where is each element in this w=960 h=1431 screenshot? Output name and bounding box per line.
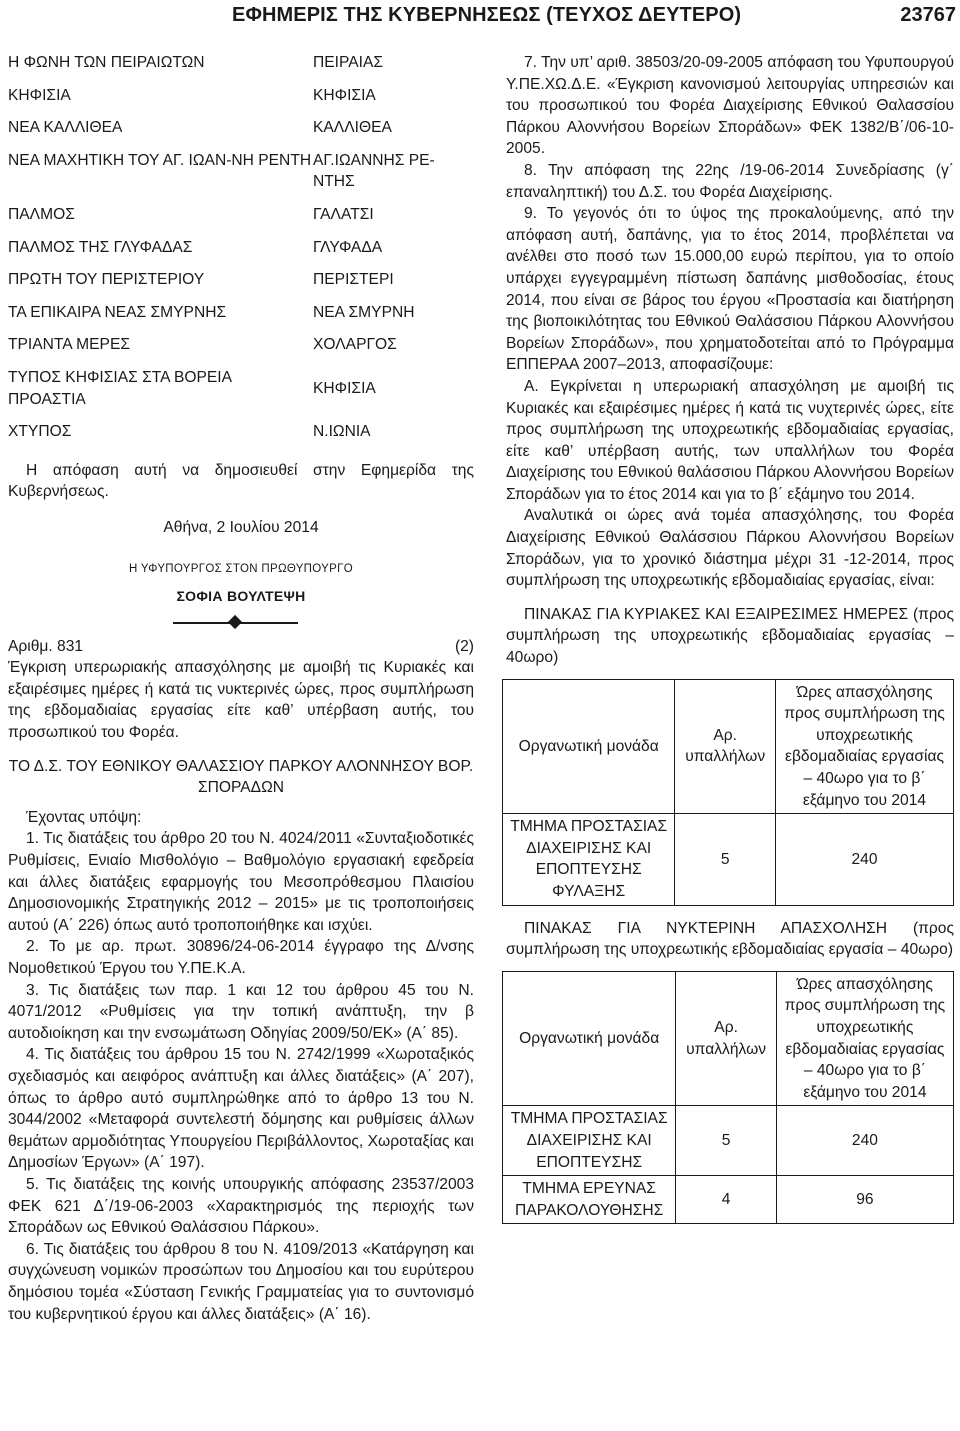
table-row: ΝΕΑ ΚΑΛΛΙΘΕΑ ΚΑΛΛΙΘΕΑ	[8, 119, 392, 137]
column-header: Ώρες απασχόλησης προς συμπλήρωση της υποχρεωτικής εβδομαδιαίας εργασίας – 40ωρο για το β΄ εξάμηνο του 2014	[776, 971, 953, 1106]
list-item: 7. Την υπ’ αριθ. 38503/20-09-2005 απόφαση του Υφυπουργού Υ.ΠΕ.ΧΩ.Δ.Ε. «Έγκριση κανονισμού λειτουργίας υπηρεσιών και του προσωπικού του Φορέα Διαχείρισης Εθνικού Θαλασσίου Πάρκου Αλοννήσου Βορείων Σποράδων» ΦΕΚ 1382/Β΄/06-10-2005.	[506, 54, 954, 158]
table-header-row	[503, 971, 954, 1106]
column-header: Αρ. υπαλλήλων	[675, 679, 776, 814]
table-row: ΤΑ ΕΠΙΚΑΙΡΑ ΝΕΑΣ ΣΜΥΡΝΗΣ ΝΕΑ ΣΜΥΡΝΗ	[8, 303, 415, 321]
table-row: Η ΦΩΝΗ ΤΩΝ ΠΕΙΡΑΙΩΤΩΝ ΠΕΙΡΑΙΑΣ	[8, 54, 384, 71]
decision-number: Αριθμ. 831	[8, 637, 84, 655]
table-header-row	[503, 679, 954, 814]
place-date: Αθήνα, 2 Ιουλίου 2014	[163, 518, 319, 536]
list-item: 4. Τις διατάξεις του άρθρου 15 του Ν. 2742/1999 «Χωροταξικός σχεδιασμός και αειφόρος ανάπτυξη και άλλες διατάξεις» (Α΄ 207), όπως το άρθρο αυτό συμπληρώθηκε από το άρθρο 13 του Ν. 3044/2002 «Μεταφορά συντελεστή δόμησης και ρυθμίσεις άλλων θεμάτων αρμοδιότητας Υπουργείου Περιβάλλοντος, Χωροταξίας και Δημοσίων Έργων» (Α΄ 197).	[8, 1046, 474, 1172]
decision-number-line	[8, 636, 474, 658]
table-row: ΝΕΑ ΜΑΧΗΤΙΚΗ ΤΟΥ ΑΓ. ΙΩΑΝ-ΝΗ ΡΕΝΤΗ ΑΓ.ΙΩΑΝΝΗΣ ΡΕ-ΝΤΗΣ	[8, 151, 435, 191]
section-divider	[8, 614, 474, 632]
table-row: ΤΥΠΟΣ ΚΗΦΙΣΙΑΣ ΣΤΑ ΒΟΡΕΙΑ ΠΡΟΑΣΤΙΑ ΚΗΦΙΣΙΑ	[8, 368, 376, 408]
list-item: 2. Το με αρ. πρωτ. 30896/24-06-2014 έγγραφο της Δ/νσης Νομοθετικού Έργου του Υ.ΠΕ.Κ.Α.	[8, 938, 474, 977]
list-item: 8. Την απόφαση της 22ης /19-06-2014 Συνεδρίασης (γ΄ επαναληπτική) του Δ.Σ. του Φορέα Διαχείρισης.	[506, 161, 954, 201]
decision-ref: (2)	[454, 637, 474, 655]
table-row: ΤΜΗΜΑ ΕΡΕΥΝΑΣ ΠΑΡΑΚΟΛΟΥΘΗΣΗΣ 4 96	[503, 1176, 954, 1224]
sunday-holiday-table	[502, 679, 954, 906]
column-header: Ώρες απασχόλησης προς συμπλήρωση της υποχρεωτικής εβδομαδιαίας εργασίας – 40ωρο για το β΄ εξάμηνο του 2014	[776, 679, 954, 814]
table1-title: ΠΙΝΑΚΑΣ ΓΙΑ ΚΥΡΙΑΚΕΣ ΚΑΙ ΕΞΑΙΡΕΣΙΜΕΣ ΗΜΕΡΕΣ (προς συμπλήρωση της υποχρεωτικής εβδομαδιαίας εργασίας – 40ωρο)	[506, 605, 954, 667]
diamond-icon	[228, 615, 242, 629]
table-row: ΠΑΛΜΟΣ ΤΗΣ ΓΛΥΦΑΔΑΣ ΓΛΥΦΑΔΑ	[8, 238, 383, 256]
newspaper-table	[8, 52, 474, 454]
hours-intro: Αναλυτικά οι ώρες ανά τομέα απασχόλησης, του Φορέα Διαχείρισης Εθνικού Θαλάσσιου Πάρκου Αλοννήσου Βορείων Σποράδων, για το χρονικό διάστημα μέχρι 31 -12-2014, προς συμπλήρωση της υποχρεωτικής εβδομαδιαίας εργασίας, είναι:	[506, 507, 954, 590]
page-number: 23767	[900, 4, 956, 26]
table2-title: ΠΙΝΑΚΑΣ ΓΙΑ ΝΥΚΤΕΡΙΝΗ ΑΠΑΣΧΟΛΗΣΗ (προς συμπλήρωση της υποχρεωτικής εβδομαδιαίας εργασία – 40ωρο)	[506, 919, 954, 959]
table-row: ΠΑΛΜΟΣ ΓΑΛΑΤΣΙ	[8, 205, 374, 223]
column-header: Οργανωτική μονάδα	[503, 971, 676, 1106]
table-row: ΚΗΦΙΣΙΑ ΚΗΦΙΣΙΑ	[8, 86, 376, 104]
list-item: 9. Το γεγονός ότι το ύψος της προκαλούμενης, από την απόφαση αυτή, δαπάνης, για το έτος 2014, προβλέπεται να ανέλθει στο ποσό των 15.000,00 ευρώ περίπου, για το οποίο υπάρχει εγγεγραμμένη πίστωση δαπάνης μισθοδοσίας, έτους 2014, που είναι σε βάρος του έργου «Προστασία και διατήρηση της βιοποικιλότητας του Εθνικού Θαλάσσιου Πάρκου Αλοννήσου Βορείων Σποράδων», που χρηματοδοτείται από το Πρόγραμμα ΕΠΠΕΡΑΑ 2007–2013, αποφασίζουμε:	[506, 205, 954, 374]
list-item: 3. Τις διατάξεις των παρ. 1 και 12 του άρθρου 45 του Ν. 4071/2012 «Ρυθμίσεις για την τοπική ανάπτυξη, την β αυτοδιοίκηση και την ενσωμάτωση Οδηγίας 2009/50/ΕΚ» (Α΄ 85).	[8, 981, 474, 1042]
decision-title: Έγκριση υπερωριακής απασχόλησης με αμοιβή τις Κυριακές και εξαιρέσιμες ημέρες ή κατά τις νυκτερινές ώρες, προς συμπλήρωση της εβδομαδιαίας εργασίας είτε καθ’ υπέρβαση αυτής, του προσωπικού του Φορέα.	[8, 659, 474, 742]
table-row: ΤΜΗΜΑ ΠΡΟΣΤΑΣΙΑΣ ΔΙΑΧΕΙΡΙΣΗΣ ΚΑΙ ΕΠΟΠΤΕΥΣΗΣ 5 240	[503, 1106, 954, 1176]
signer-name: ΣΟΦΙΑ ΒΟΥΛΤΕΨΗ	[176, 588, 306, 605]
authority-heading: ΤΟ Δ.Σ. ΤΟΥ ΕΘΝΙΚΟΥ ΘΑΛΑΣΣΙΟΥ ΠΑΡΚΟΥ ΑΛΟΝΝΗΣΟΥ ΒΟΡ. ΣΠΟΡΑΔΩΝ	[8, 757, 474, 797]
night-work-table	[502, 971, 954, 1225]
gazette-title: ΕΦΗΜΕΡΙΣ ΤΗΣ ΚΥΒΕΡΝΗΣΕΩΣ (ΤΕΥΧΟΣ ΔΕΥΤΕΡΟ)	[232, 4, 742, 26]
column-header: Αρ. υπαλλήλων	[676, 971, 777, 1106]
column-header: Οργανωτική μονάδα	[503, 679, 675, 814]
list-item: 6. Τις διατάξεις του άρθρου 8 του Ν. 4109/2013 «Κατάργηση και συγχώνευση νομικών προσώπων του Δημοσίου και του ευρύτερου δημόσιου τομέα «Σύσταση Γενικής Γραμματείας για το συντονισμό του κυβερνητικού έργου και άλλες διατάξεις» (Α΄ 16).	[8, 1240, 474, 1323]
right-column	[506, 52, 954, 1224]
list-item: 1. Τις διατάξεις του άρθρο 20 του Ν. 4024/2011 «Συνταξιοδοτικές Ρυθμίσεις, Ενιαίο Μισθολόγιο – Βαθμολόγιο εργασιακή εφεδρεία και άλλες διατάξεις εφαρμογής του Μεσοπρόθεσμου Πλαισίου Δημοσιονομικής Στρατηγικής 2012 – 2015» με τις τροποποιήσεις αυτού (Α΄ 226) όπως αυτό τροποποιήθηκε και ισχύει.	[8, 830, 474, 934]
page-header	[0, 0, 960, 34]
table-row: ΠΡΩΤΗ ΤΟΥ ΠΕΡΙΣΤΕΡΙΟΥ ΠΕΡΙΣΤΕΡΙ	[8, 271, 394, 289]
list-item: 5. Τις διατάξεις της κοινής υπουργικής απόφασης 23537/2003 ΦΕΚ 621 Δ΄/19-06-2003 «Χαρακτηρισμός της περιοχής των Σποράδων ως Εθνικού Θαλάσσιου Πάρκου».	[8, 1175, 474, 1237]
table-row: ΧΤΥΠΟΣ Ν.ΙΩΝΙΑ	[8, 423, 371, 441]
publish-note: Η απόφαση αυτή να δημοσιευθεί στην Εφημερίδα της Κυβερνήσεως.	[8, 461, 474, 501]
table-row: ΤΜΗΜΑ ΠΡΟΣΤΑΣΙΑΣ ΔΙΑΧΕΙΡΙΣΗΣ ΚΑΙ ΕΠΟΠΤΕΥΣΗΣ ΦΥΛΑΞΗΣ 5 240	[503, 814, 954, 905]
decision-a: Α. Εγκρίνεται η υπερωριακή απασχόληση με αμοιβή τις Κυριακές και εξαιρέσιμες ημέρες ή κατά τις νυχτερινές ώρες, είτε προς συμπλήρωση της υποχρεωτικής εβδομαδιαίας εργασίας, είτε καθ’ υπέρβαση αυτής, των υπαλλήλων του Φορέα Διαχείρισης του Εθνικού θαλάσσιου Πάρκου Αλοννήσου Βορείων Σποράδων για το έτος 2014 και για το β΄ εξάμηνο του 2014.	[506, 377, 954, 503]
table-row: ΤΡΙΑΝΤΑ ΜΕΡΕΣ ΧΟΛΑΡΓΟΣ	[8, 336, 397, 354]
left-column	[8, 52, 474, 1325]
having-regard: Έχοντας υπόψη:	[26, 808, 142, 826]
signer-title: Η ΥΦΥΠΟΥΡΓΟΣ ΣΤΟΝ ΠΡΩΘΥΠΟΥΡΓΟ	[129, 562, 353, 575]
